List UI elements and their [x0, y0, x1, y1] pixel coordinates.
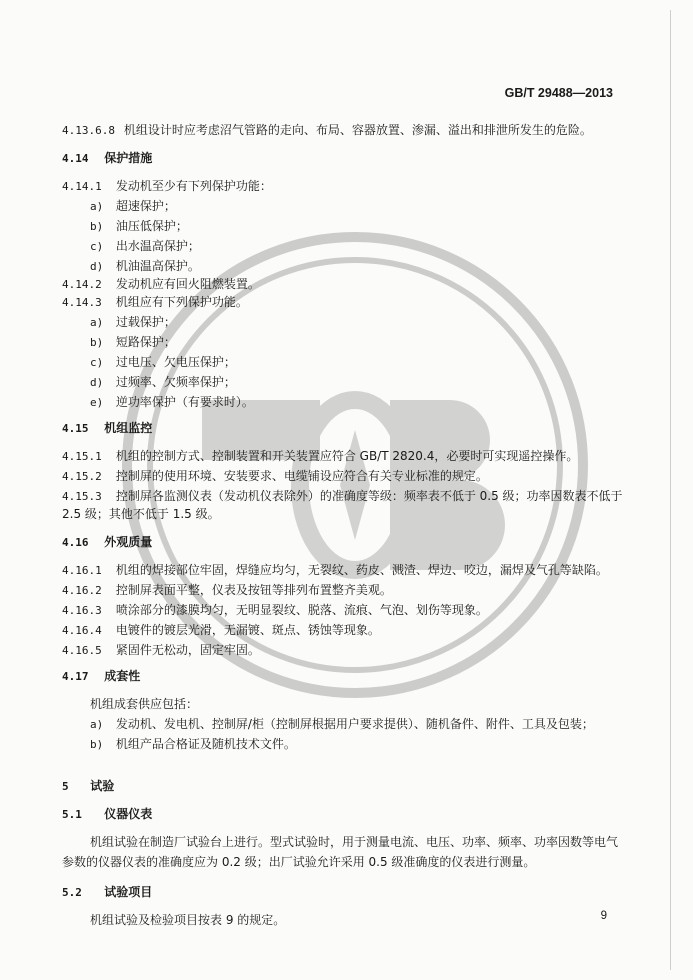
item-text: 过电压、欠电压保护；: [115, 355, 236, 369]
heading-4-17: [62, 668, 140, 685]
paragraph: [90, 912, 285, 928]
clause-text: 发动机应有回火阻燃装置。: [115, 277, 260, 291]
clause-4-16-1: [62, 562, 608, 579]
clause-number: 4.13.6.8: [62, 124, 115, 137]
item-text: 出水温高保护；: [115, 239, 200, 253]
item-text: 短路保护；: [115, 335, 176, 349]
item-text: 机组产品合格证及随机技术文件。: [115, 737, 296, 751]
list-item: [90, 258, 200, 275]
item-marker: c): [90, 356, 104, 369]
clause-4-13-6-8: [62, 122, 592, 139]
list-item: [90, 334, 176, 351]
heading-number: 4.16: [62, 536, 89, 549]
item-text: 逆功率保护（有要求时）。: [115, 395, 254, 409]
item-text: 过频率、欠频率保护；: [115, 375, 236, 389]
clause-number: 4.14.1: [62, 180, 102, 193]
heading-4-14: [62, 150, 152, 167]
clause-number: 4.14.2: [62, 278, 102, 291]
item-marker: c): [90, 240, 104, 253]
clause-text: 机组设计时应考虑沼气管路的走向、布局、容器放置、渗漏、溢出和排泄所发生的危险。: [123, 123, 592, 137]
clause-number: 4.14.3: [62, 296, 102, 309]
item-marker: b): [90, 336, 104, 349]
page-number: 9: [600, 910, 607, 922]
clause-text: 喷涂部分的漆膜均匀，无明显裂纹、脱落、流痕、气泡、划伤等现象。: [115, 603, 488, 617]
clause-text: 控制屏各监测仪表（发动机仪表除外）的准确度等级：频率表不低于 0.5 级；功率因数表不低于: [115, 489, 623, 503]
list-item: [90, 394, 254, 411]
list-item: [90, 374, 236, 391]
item-marker: a): [90, 200, 104, 213]
heading-text: 试验项目: [104, 885, 153, 899]
clause-text: 控制屏的使用环境、安装要求、电缆铺设应符合有关专业标准的规定。: [115, 469, 488, 483]
paragraph: [90, 696, 198, 712]
item-marker: b): [90, 220, 104, 233]
clause-4-15-2: [62, 468, 488, 485]
list-item: [90, 736, 296, 753]
clause-4-16-2: [62, 582, 392, 599]
list-item: [90, 354, 236, 371]
clause-4-15-3: [62, 488, 623, 505]
clause-number: 4.15.3: [62, 490, 102, 503]
clause-text: 发动机至少有下列保护功能：: [115, 179, 272, 193]
clause-4-14-3: [62, 294, 248, 311]
clause-number: 4.16.2: [62, 584, 102, 597]
heading-text: 成套性: [104, 669, 141, 683]
standard-code: GB/T 29488—2013: [504, 86, 613, 100]
clause-continuation: [62, 506, 220, 522]
clause-number: 4.15.2: [62, 470, 102, 483]
paragraph-text: 机组成套供应包括：: [90, 697, 199, 711]
item-marker: a): [90, 718, 104, 731]
clause-text: 机组的控制方式、控制装置和开关装置应符合 GB/T 2820.4，必要时可实现遥控操作。: [115, 449, 579, 463]
clause-4-16-5: [62, 642, 260, 659]
paragraph-text: 机组试验在制造厂试验台上进行。型式试验时，用于测量电流、电压、功率、频率、功率因数等电气: [90, 835, 619, 849]
heading-4-15: [62, 420, 152, 437]
scan-edge-line: [670, 10, 671, 970]
clause-4-14-1: [62, 178, 272, 195]
paragraph-continuation: [62, 854, 535, 870]
clause-text: 机组应有下列保护功能。: [115, 295, 248, 309]
clause-text: 机组的焊接部位牢固，焊缝应均匀，无裂纹、药皮、溅渣、焊边、咬边，漏焊及气孔等缺陷。: [115, 563, 608, 577]
clause-text: 2.5 级；其他不低于 1.5 级。: [62, 507, 220, 521]
item-text: 过载保护；: [115, 315, 176, 329]
clause-number: 4.16.4: [62, 624, 102, 637]
item-text: 油压低保护；: [115, 219, 188, 233]
item-marker: d): [90, 376, 104, 389]
clause-number: 4.16.3: [62, 604, 102, 617]
heading-number: 4.14: [62, 152, 89, 165]
item-marker: d): [90, 260, 104, 273]
item-text: 机油温高保护。: [115, 259, 200, 273]
clause-text: 紧固件无松动，固定牢固。: [115, 643, 260, 657]
heading-number: 4.15: [62, 422, 89, 435]
list-item: [90, 218, 188, 235]
heading-text: 仪器仪表: [104, 807, 153, 821]
heading-5-1: [62, 806, 152, 823]
list-item: [90, 198, 176, 215]
clause-4-16-3: [62, 602, 488, 619]
heading-number: 4.17: [62, 670, 89, 683]
heading-5: [62, 778, 114, 795]
clause-text: 控制屏表面平整，仪表及按钮等排列布置整齐美观。: [115, 583, 392, 597]
item-text: 超速保护；: [115, 199, 176, 213]
heading-5-2: [62, 884, 152, 901]
clause-number: 4.16.1: [62, 564, 102, 577]
clause-number: 4.16.5: [62, 644, 102, 657]
item-text: 发动机、发电机、控制屏/柜（控制屏根据用户要求提供）、随机备件、附件、工具及包装；: [115, 717, 594, 731]
item-marker: b): [90, 738, 104, 751]
clause-4-16-4: [62, 622, 380, 639]
clause-4-15-1: [62, 448, 578, 465]
clause-number: 4.15.1: [62, 450, 102, 463]
paragraph-text: 参数的仪器仪表的准确度应为 0.2 级；出厂试验允许采用 0.5 级准确度的仪表进行测量。: [62, 855, 536, 869]
heading-number: 5: [62, 780, 69, 793]
clause-text: 电镀件的镀层光滑，无漏镀、斑点、锈蚀等现象。: [115, 623, 380, 637]
heading-text: 外观质量: [104, 535, 153, 549]
list-item: [90, 716, 594, 733]
heading-number: 5.2: [62, 886, 82, 899]
list-item: [90, 238, 200, 255]
item-marker: e): [90, 396, 104, 409]
heading-4-16: [62, 534, 152, 551]
list-item: [90, 314, 176, 331]
heading-text: 保护措施: [104, 151, 153, 165]
heading-text: 机组监控: [104, 421, 153, 435]
item-marker: a): [90, 316, 104, 329]
heading-number: 5.1: [62, 808, 82, 821]
paragraph: [90, 834, 618, 850]
paragraph-text: 机组试验及检验项目按表 9 的规定。: [90, 913, 286, 927]
clause-4-14-2: [62, 276, 260, 293]
heading-text: 试验: [90, 779, 115, 793]
